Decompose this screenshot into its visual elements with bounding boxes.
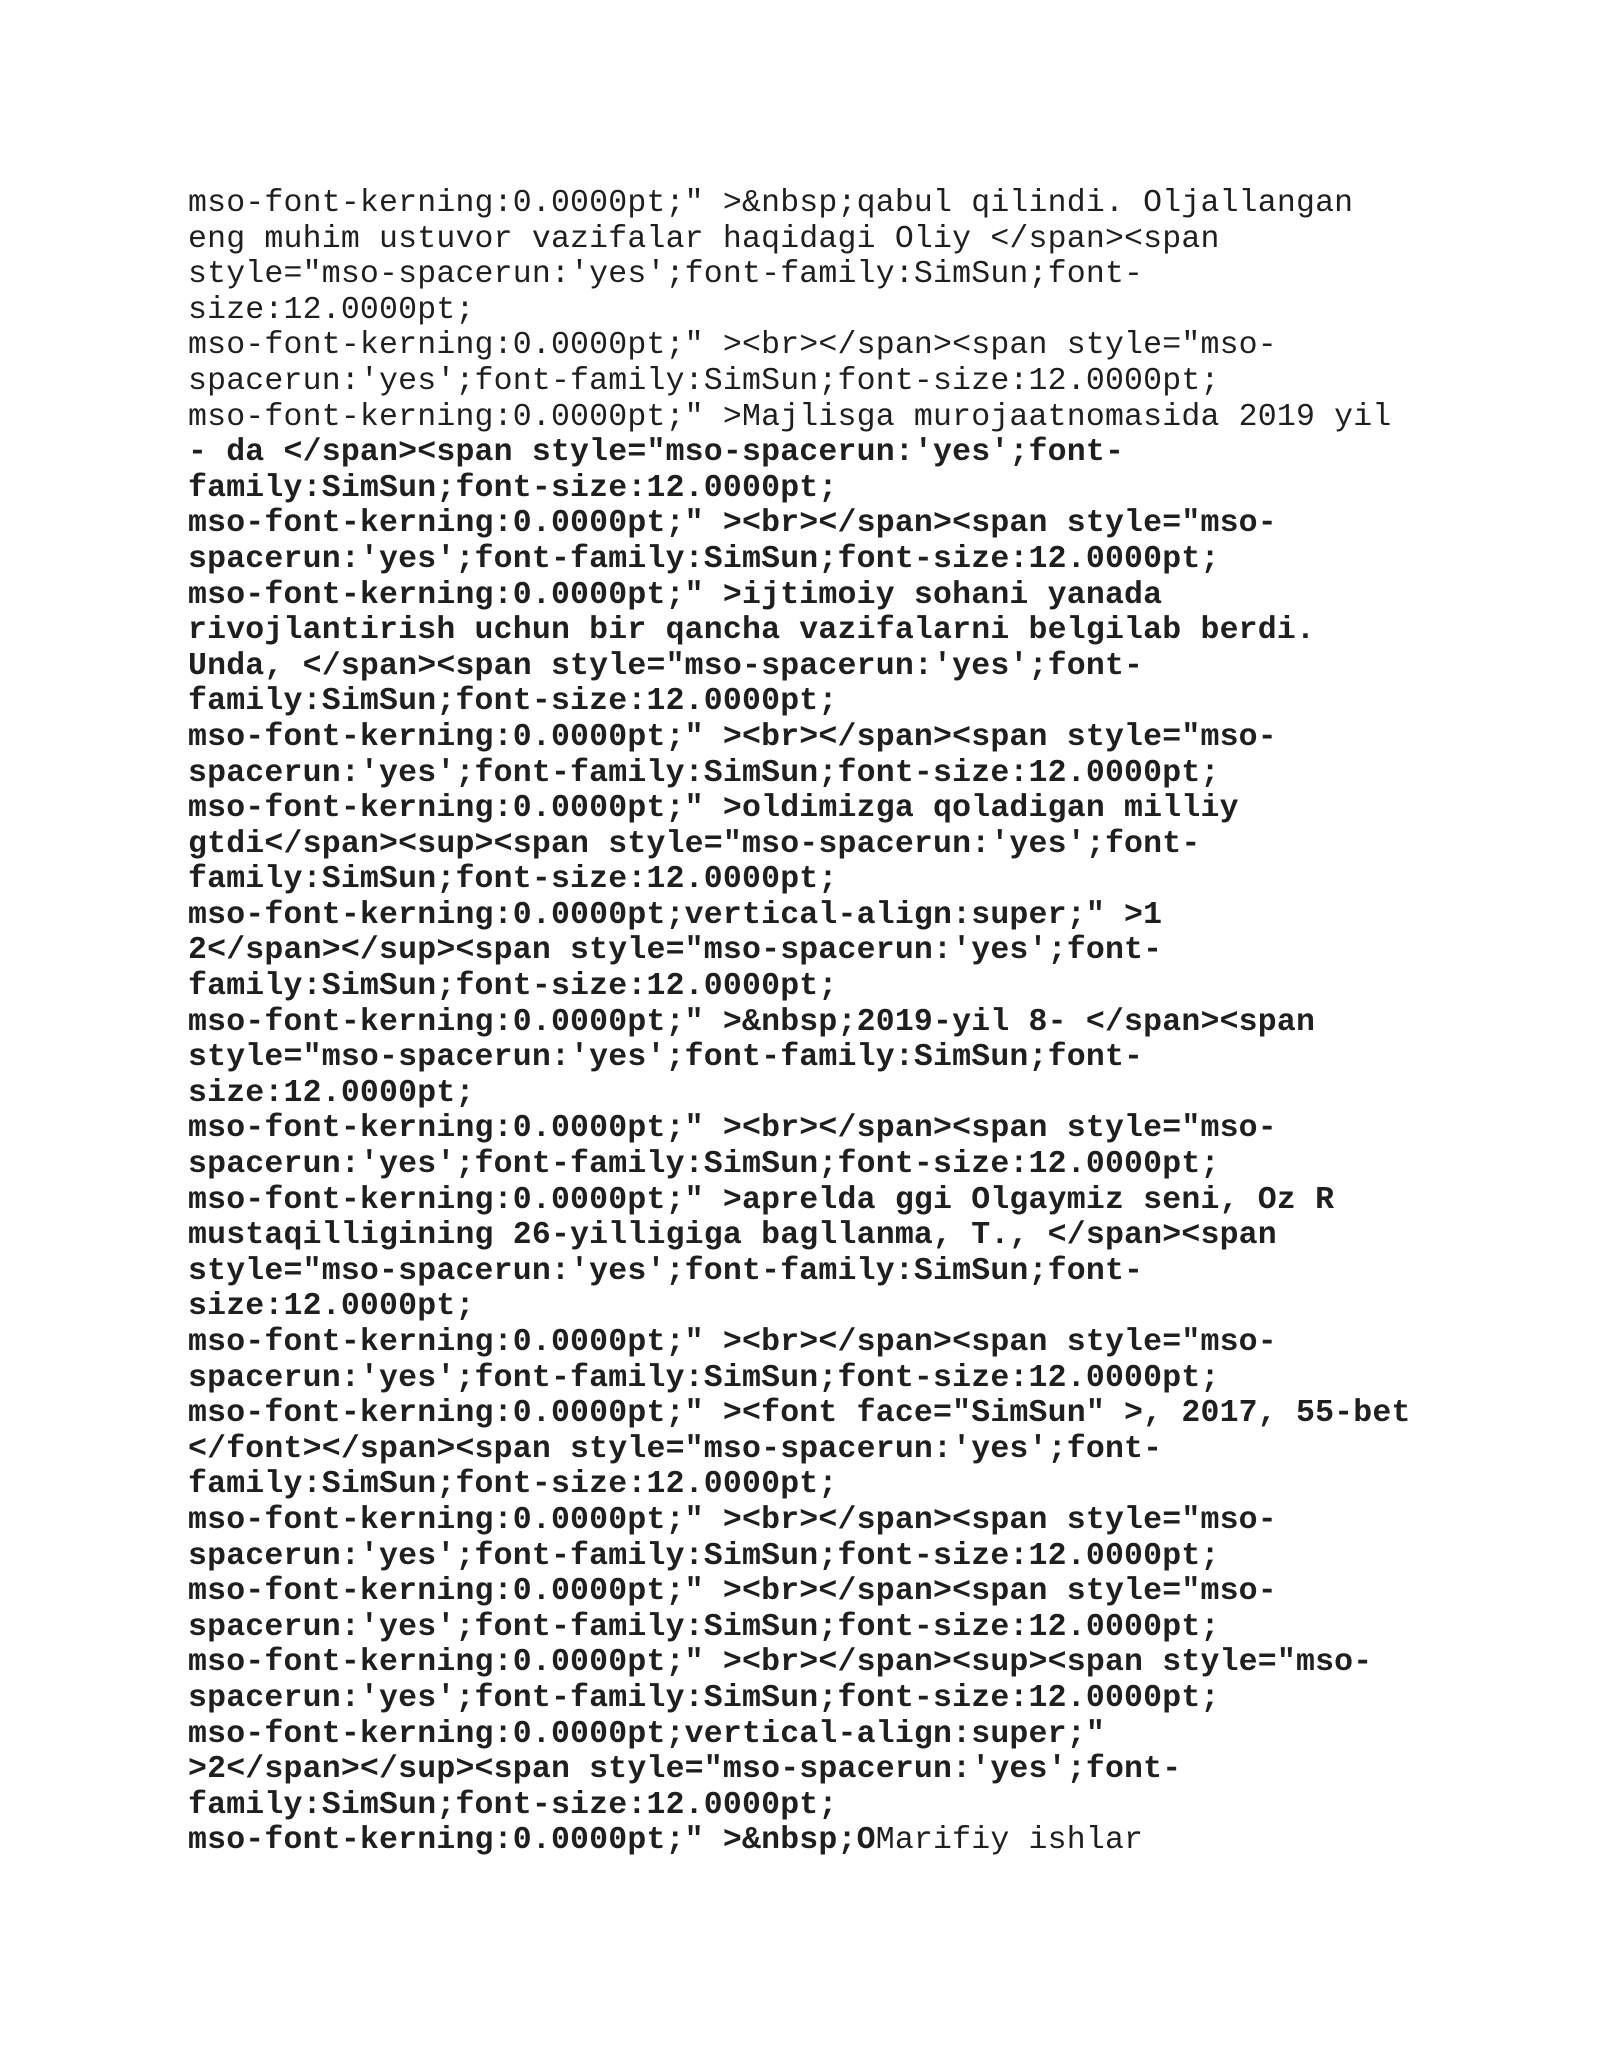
text-line: spacerun:'yes';font-family:SimSun;font-size:12.0000pt;	[188, 1609, 1220, 1645]
text-line: mso-font-kerning:0.0000pt;" ><br></span><span style="mso-	[188, 506, 1277, 542]
text-line: family:SimSun;font-size:12.0000pt;	[188, 1787, 838, 1823]
text-line: spacerun:'yes';font-family:SimSun;font-size:12.0000pt;	[188, 1360, 1220, 1396]
text-line-last-regular-part: Marifiy ishlar	[875, 1823, 1144, 1859]
text-line: mso-font-kerning:0.0000pt;" ><br></span><span style="mso-	[188, 328, 1277, 364]
text-line: spacerun:'yes';font-family:SimSun;font-size:12.0000pt;	[188, 1680, 1220, 1716]
text-line: mso-font-kerning:0.0000pt;" ><br></span><span style="mso-	[188, 719, 1277, 755]
text-line: Unda, </span><span style="mso-spacerun:'yes';font-	[188, 648, 1144, 684]
text-line: style="mso-spacerun:'yes';font-family:SimSun;font-	[188, 1253, 1144, 1289]
text-line: family:SimSun;font-size:12.0000pt;	[188, 969, 838, 1005]
text-line: family:SimSun;font-size:12.0000pt;	[188, 470, 838, 506]
text-line: style="mso-spacerun:'yes';font-family:SimSun;font-	[188, 1040, 1144, 1076]
text-line: family:SimSun;font-size:12.0000pt;	[188, 862, 838, 898]
text-line: size:12.0000pt;	[188, 1075, 475, 1111]
text-line-last-bold-part: mso-font-kerning:0.0000pt;" >&nbsp;O	[188, 1823, 876, 1859]
text-line-last	[188, 1823, 1448, 1859]
text-line: - da </span><span style="mso-spacerun:'yes';font-	[188, 435, 1125, 471]
text-line: style="mso-spacerun:'yes';font-family:SimSun;font-	[188, 257, 1144, 293]
text-line: rivojlantirish uchun bir qancha vazifalarni belgilab berdi.	[188, 613, 1316, 649]
text-line: 2</span></sup><span style="mso-spacerun:'yes';font-	[188, 933, 1163, 969]
text-line: size:12.0000pt;	[188, 292, 475, 328]
text-line: mso-font-kerning:0.0000pt;" >Majlisga murojaatnomasida 2019 yil	[188, 399, 1392, 435]
text-line: gtdi</span><sup><span style="mso-spacerun:'yes';font-	[188, 826, 1201, 862]
text-line: mso-font-kerning:0.0000pt;" >&nbsp;2019-yil 8- </span><span	[188, 1004, 1316, 1040]
text-line: spacerun:'yes';font-family:SimSun;font-size:12.0000pt;	[188, 541, 1220, 577]
text-line: mustaqilligining 26-yilligiga bagllanma, T., </span><span	[188, 1218, 1277, 1254]
text-line: mso-font-kerning:0.0000pt;" >aprelda ggi Olgaymiz seni, Oz R	[188, 1182, 1335, 1218]
text-line: mso-font-kerning:0.0000pt;" ><br></span><sup><span style="mso-	[188, 1645, 1373, 1681]
text-line: mso-font-kerning:0.0000pt;" ><br></span><span style="mso-	[188, 1574, 1277, 1610]
text-line: mso-font-kerning:0.0000pt;" ><font face="SimSun" >, 2017, 55-bet	[188, 1396, 1411, 1432]
text-line: mso-font-kerning:0.0000pt;" ><br></span><span style="mso-	[188, 1502, 1277, 1538]
text-line: >2</span></sup><span style="mso-spacerun:'yes';font-	[188, 1752, 1182, 1788]
text-line: </font></span><span style="mso-spacerun:'yes';font-	[188, 1431, 1163, 1467]
text-line: mso-font-kerning:0.0000pt;vertical-align:super;" >1	[188, 897, 1163, 933]
text-line: mso-font-kerning:0.0000pt;" ><br></span><span style="mso-	[188, 1325, 1277, 1360]
text-line: eng muhim ustuvor vazifalar haqidagi Oliy </span><span	[188, 221, 1220, 257]
text-line: spacerun:'yes';font-family:SimSun;font-size:12.0000pt;	[188, 755, 1220, 791]
text-line: spacerun:'yes';font-family:SimSun;font-size:12.0000pt;	[188, 1538, 1220, 1574]
text-line: mso-font-kerning:0.0000pt;" >oldimizga qoladigan milliy	[188, 791, 1239, 827]
document-text-block	[188, 186, 1448, 1859]
text-line: mso-font-kerning:0.0000pt;" >ijtimoiy sohani yanada	[188, 577, 1163, 613]
text-line: mso-font-kerning:0.0000pt;" ><br></span><span style="mso-	[188, 1111, 1277, 1147]
text-line: mso-font-kerning:0.0000pt;" >&nbsp;qabul qilindi. Oljallangan	[188, 186, 1354, 221]
text-line: spacerun:'yes';font-family:SimSun;font-size:12.0000pt;	[188, 363, 1220, 399]
text-line: mso-font-kerning:0.0000pt;vertical-align:super;"	[188, 1716, 1105, 1752]
text-line: family:SimSun;font-size:12.0000pt;	[188, 1467, 838, 1503]
text-line: size:12.0000pt;	[188, 1289, 475, 1325]
text-line: family:SimSun;font-size:12.0000pt;	[188, 684, 838, 720]
text-line: spacerun:'yes';font-family:SimSun;font-size:12.0000pt;	[188, 1147, 1220, 1183]
